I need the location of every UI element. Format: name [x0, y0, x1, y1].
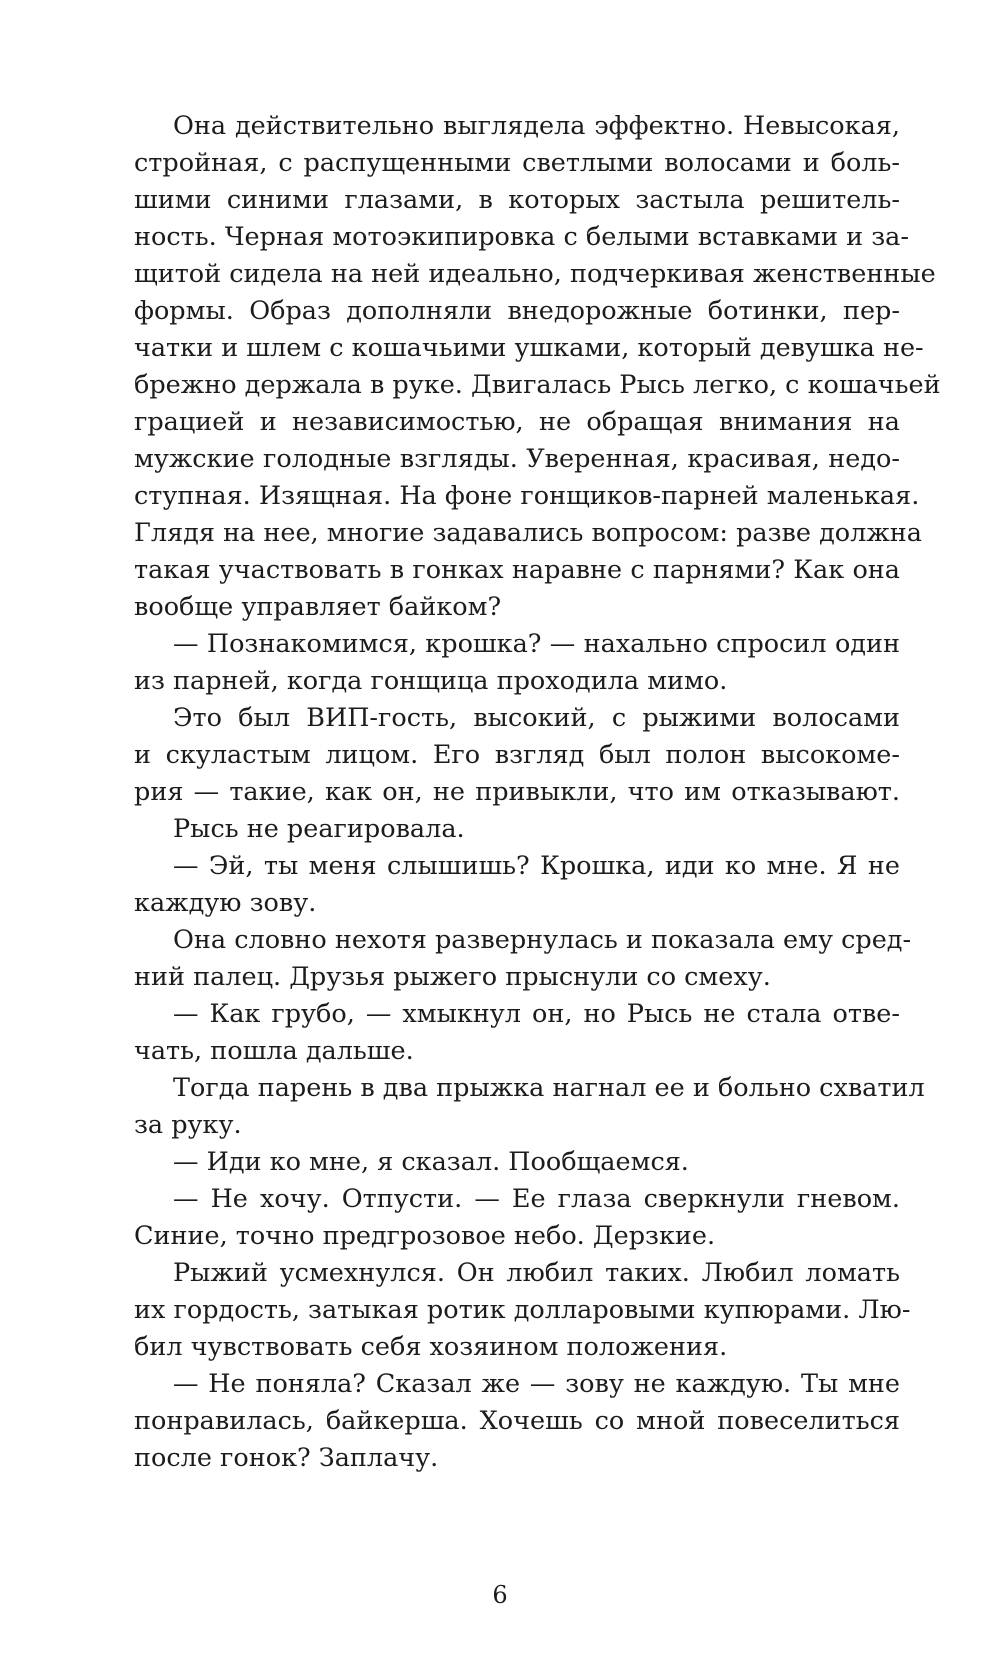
text-line: — Не поняла? Сказал же — зову не каждую. Ты мне [173, 1369, 900, 1399]
text-line: Рыжий усмехнулся. Он любил таких. Любил ломать [173, 1258, 900, 1288]
text-line: ность. Черная мотоэкипировка с белыми вставками и за- [134, 222, 909, 252]
text-line: Рысь не реагировала. [173, 814, 465, 844]
text-line: стройная, с распущенными светлыми волосами и боль- [134, 148, 900, 178]
text-line: бил чувствовать себя хозяином положения. [134, 1332, 728, 1362]
text-line: вообще управляет байком? [134, 592, 502, 622]
text-line: — Не хочу. Отпусти. — Ее глаза сверкнули гневом. [173, 1184, 900, 1214]
text-line: понравилась, байкерша. Хочешь со мной повеселиться [134, 1406, 900, 1436]
text-line: их гордость, затыкая ротик долларовыми купюрами. Лю- [134, 1295, 911, 1325]
text-line: чать, пошла дальше. [134, 1036, 414, 1066]
text-line: Тогда парень в два прыжка нагнал ее и больно схватил [173, 1073, 925, 1103]
text-line: каждую зову. [134, 888, 317, 918]
text-line: ступная. Изящная. На фоне гонщиков-парней маленькая. [134, 481, 920, 511]
text-line: чатки и шлем с кошачьими ушками, который девушка не- [134, 333, 924, 363]
text-line: Глядя на нее, многие задавались вопросом: разве должна [134, 518, 922, 548]
text-line: ний палец. Друзья рыжего прыснули со смеху. [134, 962, 771, 992]
text-line: грацией и независимостью, не обращая внимания на [134, 407, 900, 437]
text-line: щитой сидела на ней идеально, подчеркивая женственные [134, 259, 936, 289]
text-line: формы. Образ дополняли внедорожные ботинки, пер- [134, 296, 900, 326]
text-line: — Иди ко мне, я сказал. Пообщаемся. [173, 1147, 689, 1177]
text-line: Это был ВИП-гость, высокий, с рыжими волосами [173, 703, 900, 733]
text-line: шими синими глазами, в которых застыла решитель- [134, 185, 900, 215]
page-number: 6 [492, 1581, 508, 1609]
text-line: из парней, когда гонщица проходила мимо. [134, 666, 728, 696]
text-line: такая участвовать в гонках наравне с парнями? Как она [134, 555, 900, 585]
text-line: брежно держала в руке. Двигалась Рысь легко, с кошачьей [134, 370, 941, 400]
text-line: Она действительно выглядела эффектно. Невысокая, [173, 111, 900, 141]
text-line: после гонок? Заплачу. [134, 1443, 439, 1473]
text-line: Синие, точно предгрозовое небо. Дерзкие. [134, 1221, 716, 1251]
text-line: Она словно нехотя развернулась и показала ему сред- [173, 925, 912, 955]
text-line: за руку. [134, 1110, 242, 1140]
text-line: рия — такие, как он, не привыкли, что им отказывают. [134, 777, 900, 807]
text-line: — Как грубо, — хмыкнул он, но Рысь не стала отве- [173, 999, 900, 1029]
text-line: — Эй, ты меня слышишь? Крошка, иди ко мне. Я не [173, 851, 900, 881]
text-line: и скуластым лицом. Его взгляд был полон высокоме- [134, 740, 900, 770]
text-line: — Познакомимся, крошка? — нахально спросил один [173, 629, 900, 659]
text-line: мужские голодные взгляды. Уверенная, красивая, недо- [134, 444, 900, 474]
